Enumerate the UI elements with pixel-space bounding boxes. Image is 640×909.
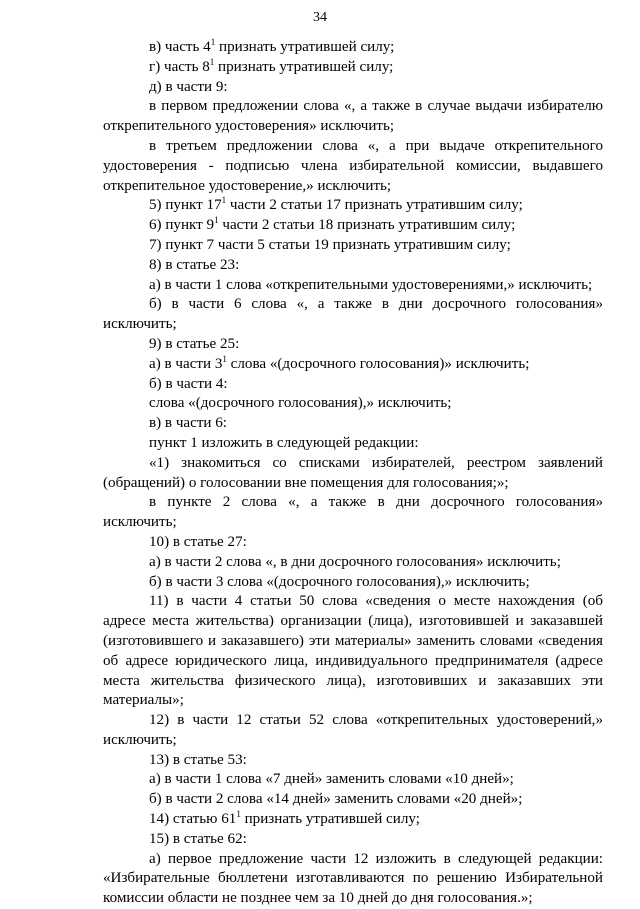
- paragraph: [103, 335, 603, 355]
- paragraph-text: 7) пункт 7 части 5 статьи 19 признать утратившим силу;: [149, 236, 511, 253]
- paragraph: [103, 573, 603, 593]
- paragraph: [103, 236, 603, 256]
- paragraph: [103, 830, 603, 850]
- paragraph-text: в пункте 2 слова «, а также в дни досрочного голосования» исключить;: [103, 494, 603, 531]
- paragraph: [103, 375, 603, 395]
- paragraph-text: а) в части 2 слова «, в дни досрочного голосования» исключить;: [149, 553, 561, 570]
- paragraph: [103, 394, 603, 414]
- paragraph-text: 15) в статье 62:: [149, 830, 247, 847]
- paragraph-text: признать утратившей силу;: [240, 811, 420, 828]
- paragraph: [103, 850, 603, 909]
- paragraph: [103, 276, 603, 296]
- paragraph-text: пункт 1 изложить в следующей редакции:: [149, 434, 419, 451]
- paragraph-text: 14) статью 61: [149, 811, 237, 828]
- paragraph-text: 9) в статье 25:: [149, 335, 240, 352]
- paragraph-text: б) в части 4:: [149, 375, 228, 392]
- paragraph-text: 8) в статье 23:: [149, 256, 240, 273]
- paragraph: [103, 810, 603, 830]
- paragraph-text: б) в части 2 слова «14 дней» заменить словами «20 дней»;: [149, 791, 523, 808]
- superscript-index: 1: [222, 353, 227, 364]
- paragraph-text: б) в части 6 слова «, а также в дни досрочного голосования» исключить;: [103, 296, 603, 333]
- paragraph-text: признать утратившей силу;: [214, 58, 394, 75]
- superscript-index: 1: [236, 809, 241, 820]
- paragraph: [103, 97, 603, 137]
- paragraph-text: 11) в части 4 статьи 50 слова «сведения о месте нахождения (об адресе места жительства) организации (лица), изготовившей и заказавшей (изготовившего и заказавшего) эти материалы» заменить словами «сведения об адресе юридического лица, индивидуального предпринимателя (адресе места жительства физического лица), изготовивших и заказавших эти материалы»;: [103, 593, 603, 709]
- superscript-index: 1: [209, 56, 215, 67]
- paragraph-text: а) первое предложение части 12 изложить в следующей редакции: «Избирательные бюллетени изготавливаются по решению Избирательной комиссии области не позднее чем за 10 дней до дня голосования.»;: [103, 850, 603, 907]
- paragraph: [103, 711, 603, 751]
- paragraph-text: слова «(досрочного голосования),» исключить;: [149, 395, 452, 412]
- paragraph: [103, 58, 603, 78]
- paragraph-text: 12) в части 12 статьи 52 слова «открепительных удостоверений,» исключить;: [103, 712, 603, 748]
- paragraph: [103, 256, 603, 276]
- paragraph-text: в) в части 6:: [149, 415, 228, 432]
- paragraph: [103, 414, 603, 434]
- paragraph: [103, 454, 603, 494]
- paragraph: [103, 493, 603, 533]
- paragraph-text: а) в части 3: [149, 355, 223, 372]
- paragraph-text: в третьем предложении слова «, а при выдаче открепительного удостоверения - подписью члена избирательной комиссии, выдавшего открепительное удостоверение,» исключить;: [103, 137, 603, 194]
- paragraph-text: слова «(досрочного голосования)» исключить;: [226, 355, 530, 372]
- paragraph-text: в первом предложении слова «, а также в случае выдачи избирателю открепительного удостоверения» исключить;: [103, 98, 603, 135]
- superscript-index: 1: [214, 215, 219, 226]
- paragraph: [103, 78, 603, 98]
- paragraph-text: 6) пункт 9: [149, 217, 215, 234]
- paragraph-text: «1) знакомиться со списками избирателей, реестром заявлений (обращений) о голосовании вне помещения для голосования;»;: [103, 454, 603, 491]
- paragraph: [103, 137, 603, 196]
- paragraph-text: а) в части 1 слова «открепительными удостоверениями,» исключить;: [149, 276, 593, 293]
- superscript-index: 1: [210, 37, 216, 47]
- paragraph-text: части 2 статьи 17 признать утратившим силу;: [226, 197, 523, 214]
- paragraph-text: 10) в статье 27:: [149, 533, 247, 550]
- paragraph-text: в) часть 4: [149, 39, 211, 55]
- paragraph: [103, 38, 603, 58]
- paragraph-text: б) в части 3 слова «(досрочного голосования),» исключить;: [149, 573, 530, 590]
- paragraph: [103, 196, 603, 216]
- paragraph-text: д) в части 9:: [149, 78, 228, 95]
- paragraph-text: г) часть 8: [149, 58, 210, 75]
- superscript-index: 1: [221, 195, 227, 206]
- paragraph: [103, 295, 603, 335]
- paragraph: [103, 434, 603, 454]
- paragraph: [103, 355, 603, 375]
- document-body: [103, 38, 603, 909]
- paragraph: [103, 770, 603, 790]
- paragraph-text: а) в части 1 слова «7 дней» заменить словами «10 дней»;: [149, 771, 514, 788]
- paragraph: [103, 216, 603, 236]
- paragraph: [103, 751, 603, 771]
- paragraph-text: 13) в статье 53:: [149, 751, 247, 768]
- paragraph-text: 5) пункт 17: [149, 197, 222, 214]
- paragraph: [103, 553, 603, 573]
- paragraph: [103, 592, 603, 711]
- paragraph: [103, 790, 603, 810]
- paragraph-text: части 2 статьи 18 признать утратившим силу;: [218, 217, 516, 234]
- paragraph: [103, 533, 603, 553]
- page-number: 34: [313, 10, 327, 25]
- paragraph-text: признать утратившей силу;: [215, 39, 395, 55]
